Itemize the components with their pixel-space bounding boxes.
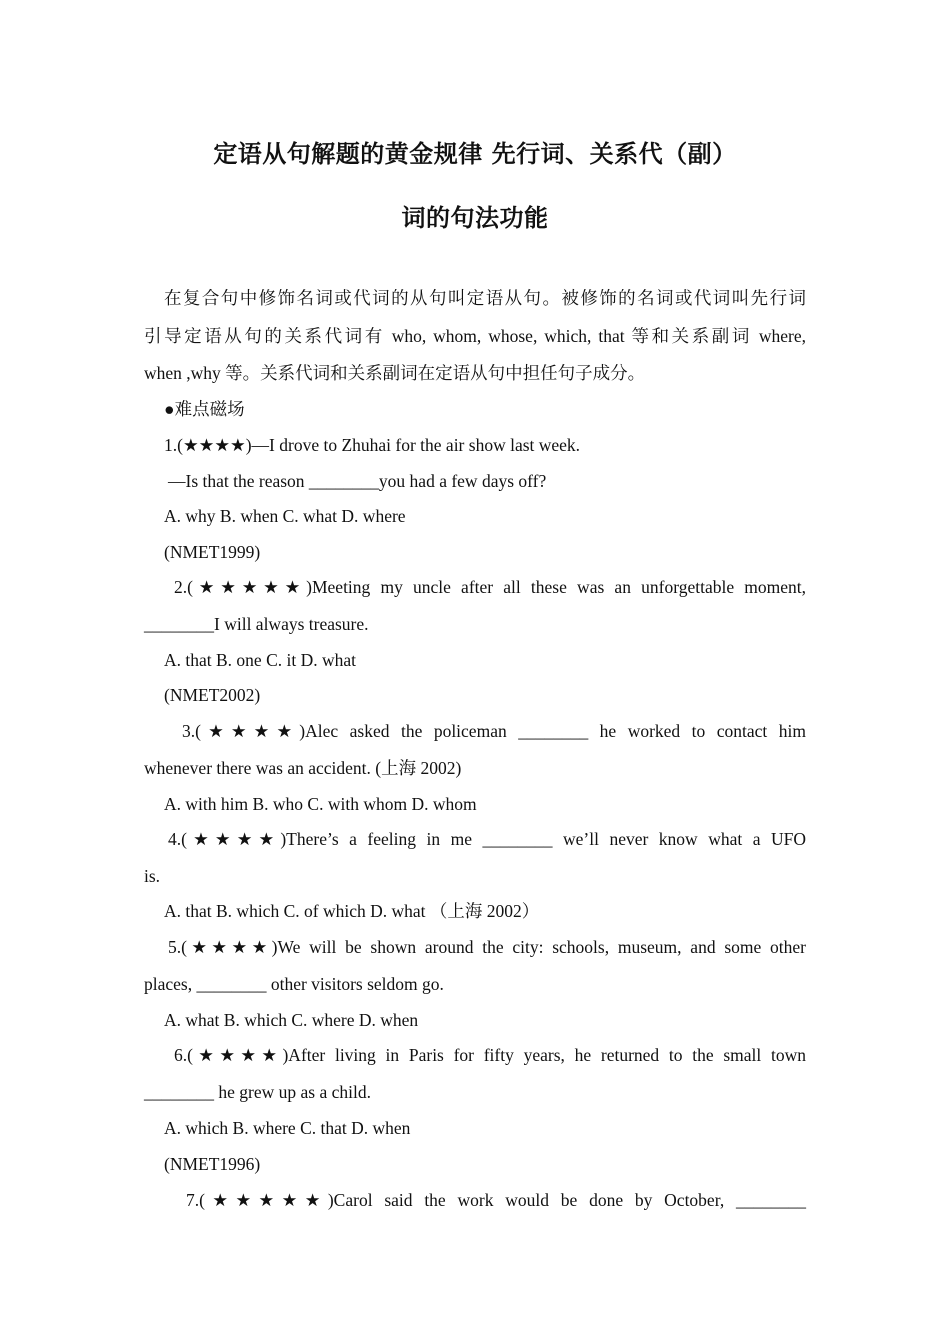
section-heading: ●难点磁场 <box>164 399 245 419</box>
intro-paragraph-line: when ,why 等。关系代词和关系副词在定语从句中担任句子成分。 <box>144 363 646 383</box>
intro-paragraph-line: 在复合句中修饰名词或代词的从句叫定语从句。被修饰的名词或代词叫先行词 <box>164 288 806 308</box>
question-3-options: A. with him B. who C. with whom D. whom <box>164 794 477 814</box>
question-6-options: A. which B. where C. that D. when <box>164 1118 411 1138</box>
document-title-line-2: 词的句法功能 <box>401 204 549 232</box>
question-1-options: A. why B. when C. what D. where <box>164 506 406 526</box>
question-2-line: 2.(★★★★★)Meeting my uncle after all these was an unforgettable moment, <box>174 577 806 597</box>
question-7-line: 7.(★★★★★)Carol said the work would be done by October, ________ <box>186 1190 806 1210</box>
document-title-line-1: 定语从句解题的黄金规律 先行词、关系代（副） <box>213 140 737 168</box>
question-2-source: (NMET2002) <box>164 685 261 705</box>
question-3-line: whenever there was an accident. (上海 2002) <box>144 758 462 778</box>
question-5-line: 5.(★★★★)We will be shown around the city: schools, museum, and some other <box>168 937 806 957</box>
question-4-line: is. <box>144 866 161 886</box>
question-6-line: ________ he grew up as a child. <box>144 1082 371 1102</box>
question-2-options: A. that B. one C. it D. what <box>164 650 356 670</box>
question-3-line: 3.(★★★★)Alec asked the policeman ________ he worked to contact him <box>182 721 806 741</box>
question-4-line: 4.(★★★★)There’s a feeling in me ________ we’ll never know what a UFO <box>168 829 806 849</box>
question-4-options: A. that B. which C. of which D. what （上海 2002） <box>164 901 540 921</box>
question-6-line: 6.(★★★★)After living in Paris for fifty years, he returned to the small town <box>174 1045 806 1065</box>
question-1-source: (NMET1999) <box>164 542 261 562</box>
question-5-options: A. what B. which C. where D. when <box>164 1010 419 1030</box>
question-6-source: (NMET1996) <box>164 1154 261 1174</box>
question-1-line: 1.(★★★★)—I drove to Zhuhai for the air show last week. <box>164 435 581 455</box>
question-1-line: —Is that the reason ________you had a few days off? <box>168 471 547 491</box>
question-5-line: places, ________ other visitors seldom go. <box>144 974 444 994</box>
question-2-line: ________I will always treasure. <box>144 614 369 634</box>
intro-paragraph-line: 引导定语从句的关系代词有 who, whom, whose, which, that 等和关系副词 where, <box>144 326 806 346</box>
